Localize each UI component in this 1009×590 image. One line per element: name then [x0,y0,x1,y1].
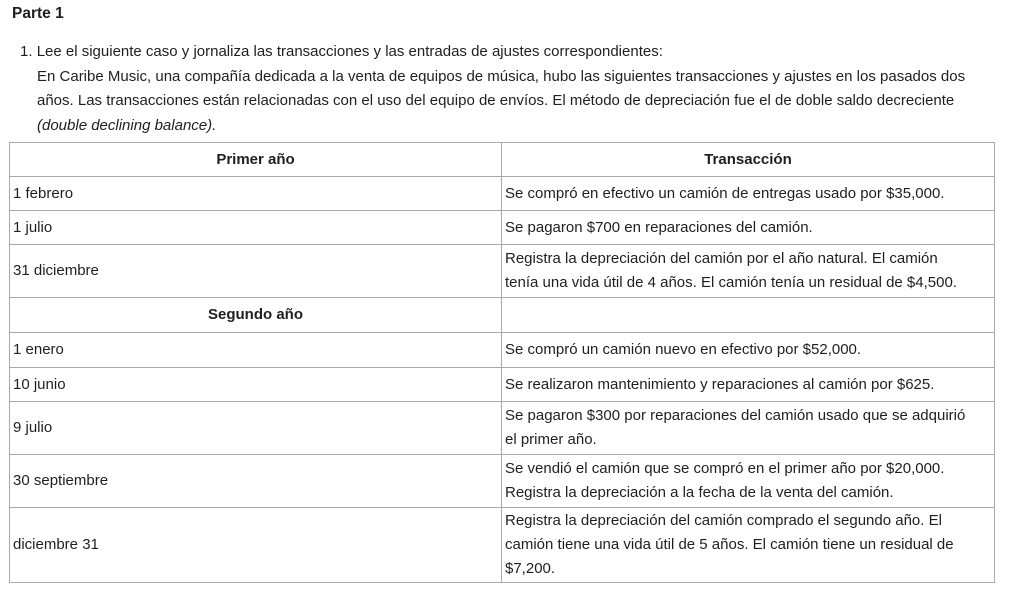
date-cell: 30 septiembre [10,455,502,508]
question-number: 1. [20,43,33,60]
transaction-cell [502,508,995,583]
transaction-line: Registra la depreciación del camión comprado el segundo año. El [505,512,942,529]
date-cell: 1 julio [10,211,502,245]
transaction-line: camión tiene una vida útil de 5 años. El camión tiene un residual de [505,536,954,553]
case-line: años. Las transacciones están relacionadas con el uso del equipo de envíos. El método de depreciación fue el de doble saldo decreciente [37,92,955,109]
question-prompt: Lee el siguiente caso y jornaliza las transacciones y las entradas de ajustes correspondientes: [36,43,663,60]
table-row [10,245,995,298]
transaction-line: Registra la depreciación a la fecha de la venta del camión. [505,484,894,501]
table-row [10,177,995,211]
case-description [12,65,997,139]
transaction-line: Se pagaron $300 por reparaciones del camión usado que se adquirió [505,407,966,424]
date-cell: 31 diciembre [10,245,502,298]
case-line: En Caribe Music, una compañía dedicada a la venta de equipos de música, hubo las siguientes transacciones y ajustes en los pasados dos [37,67,966,85]
section-title: Parte 1 [12,5,64,22]
transaction-cell [502,455,995,508]
table-header-row [10,143,995,177]
date-cell: 9 julio [10,402,502,455]
date-cell: 10 junio [10,368,502,402]
second-year-row [10,298,995,333]
table-row [10,508,995,583]
table-row [10,368,995,402]
transaction-cell [502,245,995,298]
date-cell: 1 febrero [10,177,502,211]
question-prompt-line [12,40,997,65]
transactions-table [9,142,995,583]
table-row [10,455,995,508]
transaction-line: el primer año. [505,431,597,448]
transaction-line: Registra la depreciación del camión por el año natural. El camión [505,250,938,267]
transaction-cell: Se compró un camión nuevo en efectivo por $52,000. [502,333,995,368]
header-first-year: Primer año [10,143,502,177]
question-block [12,40,997,138]
transaction-cell: Se realizaron mantenimiento y reparaciones al camión por $625. [502,368,995,402]
transaction-cell [502,402,995,455]
empty-cell [502,298,995,333]
second-year-label: Segundo año [10,298,502,333]
transaction-cell: Se compró en efectivo un camión de entregas usado por $35,000. [502,177,995,211]
table-row [10,211,995,245]
header-transaction: Transacción [502,143,995,177]
transaction-line: tenía una vida útil de 4 años. El camión tenía un residual de $4,500. [505,274,957,291]
transaction-line: $7,200. [505,560,556,577]
table-row [10,402,995,455]
table-row [10,333,995,368]
case-italic-note: (double declining balance). [37,116,217,134]
transaction-line: Se vendió el camión que se compró en el primer año por $20,000. [505,460,945,477]
transaction-cell: Se pagaron $700 en reparaciones del camión. [502,211,995,245]
date-cell: 1 enero [10,333,502,368]
date-cell: diciembre 31 [10,508,502,583]
case-line [37,114,997,139]
